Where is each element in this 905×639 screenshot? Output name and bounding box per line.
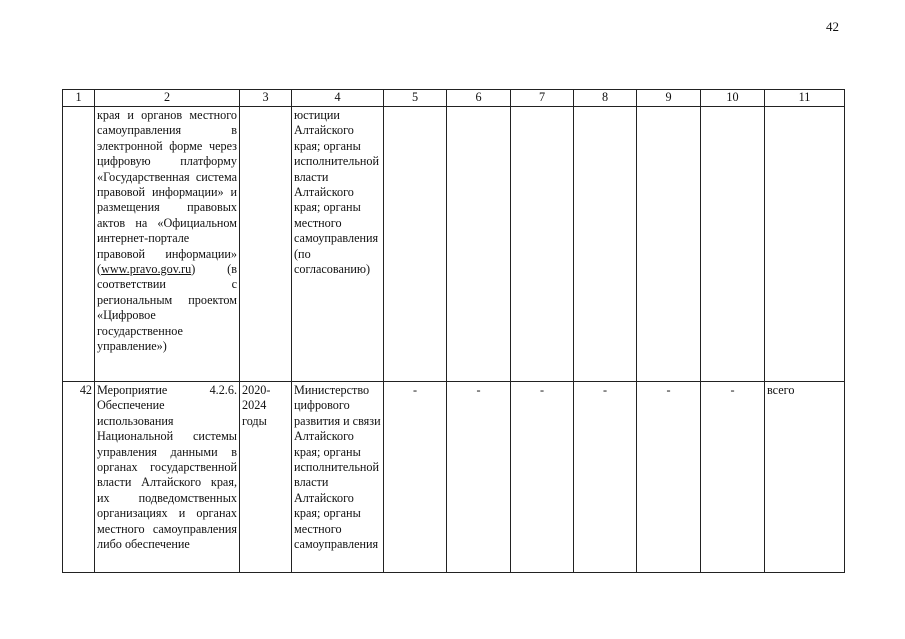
page-number: 42 [826,19,839,34]
value-cell: - [447,382,511,573]
column-header: 11 [765,90,845,107]
header-row [63,90,845,107]
value-cell [701,107,765,382]
value-cell: - [637,382,701,573]
value-cell: - [384,382,447,573]
column-header: 6 [447,90,511,107]
value-cell [447,107,511,382]
value-cell: - [701,382,765,573]
executor-cell: Министерство цифрового развития и связи Алтайского края; органы исполнительной власти Алтайского края; органы местного самоуправления [292,382,384,573]
row-number-cell: 42 [63,382,95,573]
value-cell [511,107,574,382]
funding-source-cell: всего [765,382,845,573]
activity-table [62,89,845,573]
value-cell [384,107,447,382]
funding-source-cell [765,107,845,382]
row-number-cell [63,107,95,382]
table-row [63,382,845,573]
activity-description-cell [95,107,240,382]
column-header: 2 [95,90,240,107]
period-cell: 2020-2024 годы [240,382,292,573]
value-cell: - [574,382,637,573]
activity-description-cell: Мероприятие 4.2.6. Обеспечение использования Национальной системы управления данными в органах государственной власти Алтайского края, их подведомственных организациях и органах местного самоуправления либо обеспечение [95,382,240,573]
executor-cell: юстиции Алтайского края; органы исполнительной власти Алтайского края; органы местного самоуправления (по согласованию) [292,107,384,382]
column-header: 8 [574,90,637,107]
column-header: 1 [63,90,95,107]
activity-text: края и органов местного самоуправления в электронной форме через цифровую платформу «Государственная система правовой информации» и размещения правовых актов на «Официальном интернет-портале правовой информации» ( [97,108,237,277]
activity-text-continued: ) (в соответствии с региональным проектом «Цифровое государственное управление») [97,262,237,354]
table-row [63,107,845,382]
value-cell: - [511,382,574,573]
pravo-link[interactable]: www.pravo.gov.ru [101,262,192,277]
column-header: 9 [637,90,701,107]
column-header: 3 [240,90,292,107]
column-header: 4 [292,90,384,107]
column-header: 7 [511,90,574,107]
value-cell [637,107,701,382]
column-header: 5 [384,90,447,107]
period-cell [240,107,292,382]
value-cell [574,107,637,382]
column-header: 10 [701,90,765,107]
